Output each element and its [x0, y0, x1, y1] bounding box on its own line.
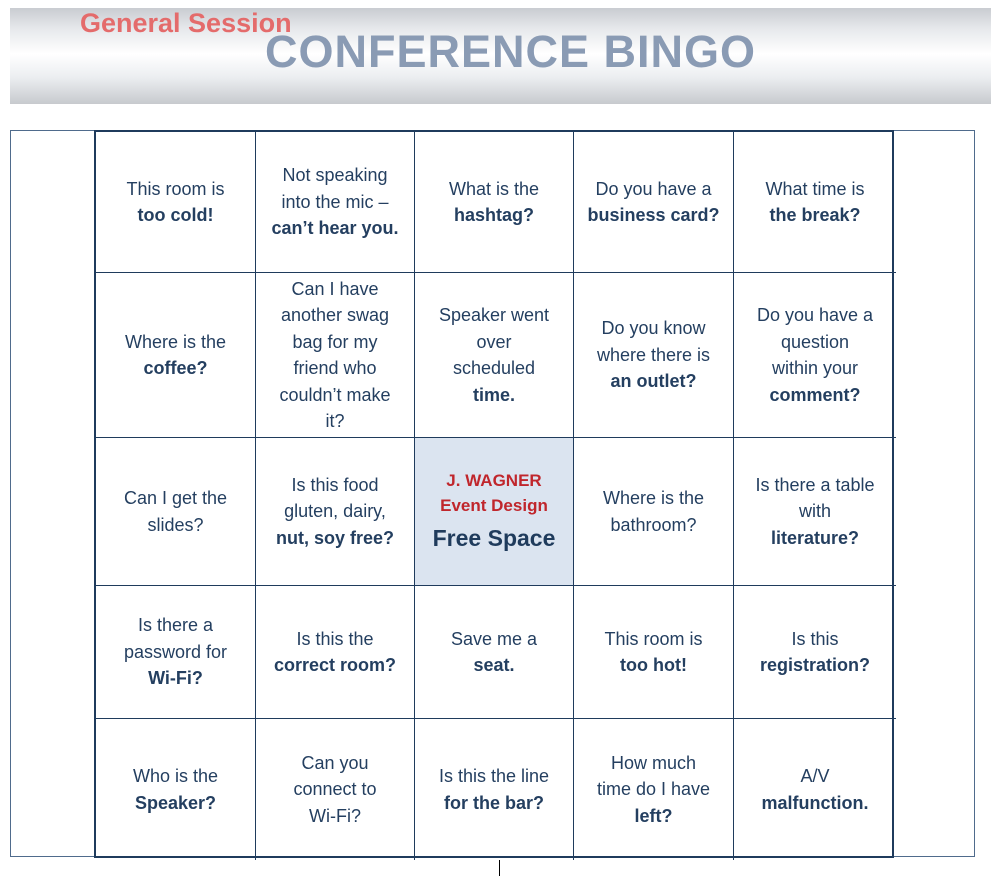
cell-text-line: friend who [293, 358, 377, 378]
brand-name: J. WAGNER [446, 471, 542, 490]
cell-text-line: too hot! [620, 655, 687, 675]
cell-text-line: registration? [759, 655, 870, 675]
cell-text-line: another swag [280, 305, 390, 325]
cell-text-line: business card? [587, 205, 720, 225]
cell-text-line: seat. [473, 655, 515, 675]
cell-text-line: Is there a table [755, 474, 875, 495]
bingo-cell-r3c4[interactable] [574, 438, 734, 586]
bingo-cell-r1c2[interactable] [256, 132, 415, 273]
cell-text-line: nut, soy free? [275, 527, 395, 548]
cell-text-line: Is this the [296, 628, 374, 649]
bingo-cell-r1c3[interactable] [415, 132, 574, 273]
cell-text-line: Speaker went [438, 305, 550, 325]
cell-text-line: it? [325, 411, 345, 431]
cell-text-line: coffee? [143, 358, 208, 378]
cell-text-line: time do I have [596, 779, 711, 800]
cell-text-line: Not speaking [282, 165, 388, 186]
free-space-label: Free Space [432, 525, 556, 551]
cell-text-line: How much [610, 752, 697, 773]
bingo-cell-r4c3[interactable] [415, 586, 574, 719]
bingo-cell-r5c1[interactable] [96, 719, 256, 860]
cell-text-line: Is this the line [438, 766, 550, 786]
bingo-cell-r2c3[interactable] [415, 273, 574, 438]
free-space-cell[interactable] [415, 438, 574, 586]
bingo-cell-r1c4[interactable] [574, 132, 734, 273]
bingo-cell-r2c2[interactable] [256, 273, 415, 438]
cell-text-line: This room is [604, 628, 703, 649]
cell-text-line: where there is [596, 344, 711, 365]
bingo-cell-r4c5[interactable] [734, 586, 896, 719]
cell-text-line: Can you [301, 752, 369, 773]
bingo-cell-r1c5[interactable] [734, 132, 896, 273]
session-label: General Session [80, 8, 292, 38]
cell-text-line: bag for my [292, 331, 378, 352]
cell-text-line: for the bar? [443, 792, 544, 813]
cell-text-line: time. [472, 384, 515, 405]
cell-text-line: into the mic – [281, 191, 389, 212]
cell-text-line: over [476, 331, 512, 352]
cell-text-line: within your [771, 358, 859, 378]
bingo-cell-r5c4[interactable] [574, 719, 734, 860]
cell-text-line: Save me a [450, 628, 538, 649]
brand-tagline: Event Design [440, 496, 548, 515]
cell-text-line: gluten, dairy, [284, 501, 386, 522]
bingo-cell-r1c1[interactable] [96, 132, 256, 273]
cell-text-line: can’t hear you. [271, 218, 399, 239]
cell-text-line: couldn’t make [279, 384, 391, 405]
cell-text-line: Is there a [137, 615, 214, 636]
cell-text-line: left? [634, 805, 673, 826]
cell-text-line: correct room? [273, 655, 397, 675]
cell-text-line: Can I get the [123, 488, 228, 508]
cell-text-line: A/V [800, 766, 830, 786]
cell-text-line: slides? [147, 514, 204, 535]
cell-text-line: Can I have [291, 278, 379, 299]
bingo-cell-r5c2[interactable] [256, 719, 415, 860]
cell-text-line: an outlet? [610, 371, 697, 392]
text-cursor [499, 860, 500, 876]
cell-text-line: Do you have a [595, 178, 712, 199]
cell-text-line: connect to [293, 779, 377, 800]
bingo-cell-r5c3[interactable] [415, 719, 574, 860]
cell-text-line: literature? [770, 527, 860, 548]
cell-text-line: Where is the [602, 488, 705, 508]
cell-text-line: scheduled [452, 358, 536, 378]
cell-text-line: Where is the [124, 331, 227, 352]
bingo-board [94, 130, 894, 858]
cell-text-line: Do you have a [756, 305, 874, 325]
cell-text-line: What time is [765, 178, 865, 199]
cell-text-line: Who is the [132, 766, 219, 786]
bingo-cell-r3c5[interactable] [734, 438, 896, 586]
cell-text-line: the break? [769, 205, 861, 225]
cell-text-line: Is this [791, 628, 839, 649]
cell-text-line: hashtag? [453, 205, 534, 225]
cell-text-line: What is the [448, 178, 540, 199]
bingo-cell-r2c4[interactable] [574, 273, 734, 438]
bingo-cell-r4c1[interactable] [96, 586, 256, 719]
cell-text-line: question [780, 331, 850, 352]
cell-text-line: This room is [126, 178, 225, 199]
bingo-cell-r5c5[interactable] [734, 719, 896, 860]
cell-text-line: Wi-Fi? [148, 668, 203, 689]
cell-text-line: Wi-Fi? [309, 805, 361, 826]
bingo-cell-r2c5[interactable] [734, 273, 896, 438]
bingo-cell-r3c2[interactable] [256, 438, 415, 586]
page-title: CONFERENCE BINGO [265, 26, 757, 77]
cell-text-line: password for [123, 641, 228, 662]
bingo-cell-r4c4[interactable] [574, 586, 734, 719]
cell-text-line: malfunction. [761, 792, 869, 813]
cell-text-line: bathroom? [610, 514, 697, 535]
bingo-cell-r2c1[interactable] [96, 273, 256, 438]
bingo-cell-r4c2[interactable] [256, 586, 415, 719]
cell-text-line: Do you know [601, 318, 706, 339]
bingo-cell-r3c1[interactable] [96, 438, 256, 586]
cell-text-line: comment? [769, 384, 861, 405]
cell-text-line: with [798, 501, 831, 522]
cell-text-line: too cold! [137, 205, 214, 225]
cell-text-line: Is this food [291, 474, 379, 495]
cell-text-line: Speaker? [134, 792, 217, 813]
